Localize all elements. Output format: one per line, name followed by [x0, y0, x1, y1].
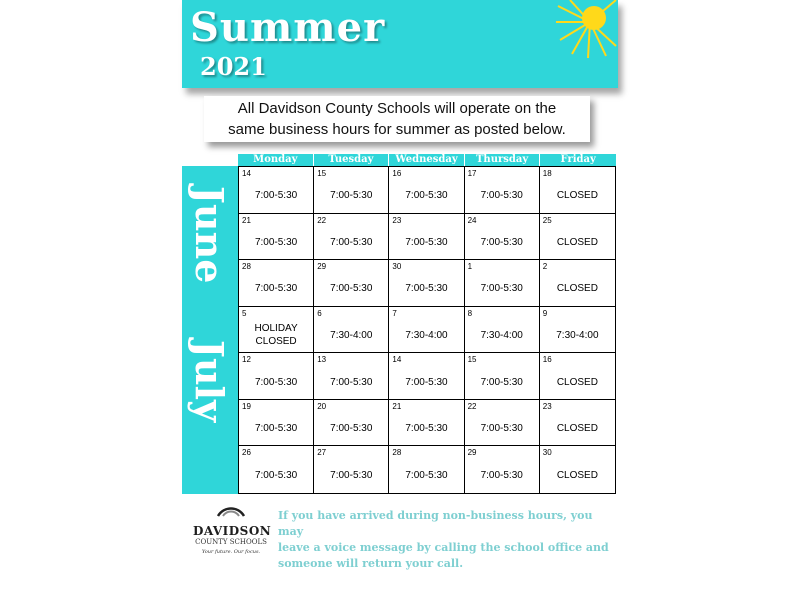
business-hours: CLOSED	[556, 283, 598, 295]
business-hours: 7:00-5:30	[254, 376, 298, 388]
day-number: 14	[392, 355, 402, 365]
calendar-cell	[239, 260, 314, 307]
calendar-cell	[389, 353, 464, 400]
day-number: 28	[392, 448, 402, 458]
title-banner	[182, 0, 618, 88]
business-hours: 7:00-5:30	[480, 283, 523, 295]
business-hours: 7:00-5:30	[330, 423, 373, 435]
business-hours: 7:00-5:30	[330, 470, 373, 482]
calendar-cell	[389, 400, 464, 447]
day-number: 12	[242, 355, 251, 365]
business-hours: 7:00-5:30	[254, 190, 298, 202]
calendar-cell	[314, 446, 389, 493]
business-hours: 7:00-5:30	[480, 376, 523, 388]
day-number: 14	[242, 169, 251, 178]
day-number: 22	[467, 401, 477, 411]
day-number: 22	[317, 215, 327, 225]
business-hours: 7:00-5:30	[405, 283, 448, 295]
business-hours: 7:00-5:30	[480, 470, 523, 482]
day-number: 23	[392, 215, 402, 225]
day-number: 21	[242, 215, 251, 225]
logo-tagline: Your future. Our focus.	[201, 549, 261, 555]
business-hours: CLOSED	[556, 376, 598, 388]
calendar-cell	[465, 400, 540, 447]
footer-line-2: leave a voice message by calling the school office and	[278, 541, 609, 554]
day-number: 29	[467, 448, 477, 458]
business-hours: 7:00-5:30	[254, 470, 298, 482]
calendar-cell	[239, 400, 314, 447]
business-hours: 7:00-5:30	[405, 236, 448, 248]
day-number: 26	[242, 448, 251, 458]
business-hours: 7:30-4:00	[405, 329, 448, 341]
sun-icon	[554, 0, 618, 60]
business-hours: 7:00-5:30	[254, 423, 298, 435]
calendar-cell	[314, 400, 389, 447]
notice-line-1: All Davidson County Schools will operate on the	[237, 100, 557, 117]
business-hours: 7:30-4:00	[330, 329, 373, 341]
day-number: 15	[317, 169, 327, 178]
business-hours: CLOSED	[556, 470, 598, 482]
calendar-cell	[239, 446, 314, 493]
calendar-cell	[314, 260, 389, 307]
business-hours: 7:00-5:30	[405, 376, 448, 388]
business-hours: 7:00-5:30	[330, 190, 373, 202]
calendar-cell	[239, 214, 314, 261]
day-number: 1	[467, 262, 473, 272]
district-logo	[193, 504, 272, 555]
business-hours: 7:00-5:30	[254, 283, 298, 295]
calendar-cell	[389, 307, 464, 354]
banner-title: Summer	[190, 4, 386, 51]
calendar-cell	[540, 353, 615, 400]
day-number: 2	[542, 262, 548, 272]
calendar-cell	[239, 167, 314, 214]
day-number: 17	[467, 169, 477, 178]
calendar-cell	[465, 167, 540, 214]
business-hours: 7:00-5:30	[405, 190, 448, 202]
banner-year: 2021	[200, 52, 267, 81]
calendar-cell	[540, 214, 615, 261]
business-hours: 7:00-5:30	[480, 236, 523, 248]
day-number: 21	[392, 401, 402, 411]
calendar-cell	[389, 167, 464, 214]
hours-notice	[204, 96, 590, 142]
calendar-cell	[314, 167, 389, 214]
day-number: 18	[542, 169, 552, 178]
calendar-cell	[239, 307, 314, 354]
weekday-thursday: Thursday	[465, 154, 541, 166]
business-hours: CLOSED	[556, 190, 598, 202]
calendar-cell	[314, 214, 389, 261]
calendar-cell	[540, 307, 615, 354]
business-hours: 7:00-5:30	[330, 376, 373, 388]
calendar-cell	[540, 167, 615, 214]
day-number: 8	[467, 308, 473, 318]
day-number: 6	[317, 308, 322, 318]
business-hours: 7:30-4:00	[480, 329, 523, 341]
day-number: 19	[242, 401, 251, 411]
calendar-cell	[465, 446, 540, 493]
month-sidebar	[182, 166, 238, 494]
day-number: 30	[392, 262, 402, 272]
calendar-cell	[389, 214, 464, 261]
business-hours: 7:00-5:30	[480, 423, 523, 435]
logo-subtitle: COUNTY SCHOOLS	[195, 538, 267, 546]
day-number: 9	[542, 308, 548, 318]
day-number: 29	[317, 262, 327, 272]
day-number: 15	[467, 355, 477, 365]
calendar-cell	[465, 214, 540, 261]
business-hours: 7:00-5:30	[405, 423, 448, 435]
day-number: 27	[317, 448, 327, 458]
day-number: 24	[467, 215, 477, 225]
business-hours: CLOSED	[556, 423, 598, 435]
notice-line-2: same business hours for summer as posted below.	[228, 121, 566, 138]
weekday-monday: Monday	[238, 154, 314, 166]
calendar-grid	[238, 166, 616, 494]
calendar-cell	[465, 353, 540, 400]
weekday-header	[238, 154, 616, 166]
day-number: 20	[317, 401, 327, 411]
day-number: 16	[542, 355, 552, 365]
business-hours: 7:00-5:30	[330, 283, 373, 295]
weekday-tuesday: Tuesday	[314, 154, 390, 166]
calendar-cell	[540, 446, 615, 493]
business-hours: 7:00-5:30	[330, 236, 373, 248]
calendar-cell	[314, 353, 389, 400]
after-hours-message	[278, 508, 618, 572]
business-hours: CLOSED	[556, 236, 598, 248]
day-number: 30	[542, 448, 552, 458]
calendar-cell	[540, 260, 615, 307]
day-number: 16	[392, 169, 402, 178]
calendar-cell	[465, 307, 540, 354]
month-label-july: July	[187, 340, 232, 423]
month-label-june: June	[187, 186, 232, 284]
business-hours: 7:30-4:00	[556, 329, 599, 341]
day-number: 28	[242, 262, 251, 272]
calendar-cell	[540, 400, 615, 447]
day-number: 25	[542, 215, 552, 225]
calendar-cell	[389, 260, 464, 307]
logo-name: DAVIDSON	[193, 524, 272, 538]
business-hours: 7:00-5:30	[254, 236, 298, 248]
weekday-friday: Friday	[560, 154, 596, 165]
day-number: 5	[242, 308, 247, 318]
calendar-cell	[239, 353, 314, 400]
calendar-cell	[465, 260, 540, 307]
business-hours: 7:00-5:30	[480, 190, 523, 202]
business-hours: 7:00-5:30	[405, 470, 448, 482]
business-hours: HOLIDAY CLOSED	[254, 323, 298, 348]
calendar-cell	[389, 446, 464, 493]
weekday-wednesday: Wednesday	[389, 154, 465, 166]
calendar-cell	[314, 307, 389, 354]
day-number: 13	[317, 355, 327, 365]
day-number: 23	[542, 401, 552, 411]
day-number: 7	[392, 308, 397, 318]
footer-line-1: If you have arrived during non-business hours, you may	[278, 509, 593, 538]
footer-line-3: someone will return your call.	[278, 557, 464, 570]
logo-mark-icon	[216, 504, 246, 518]
